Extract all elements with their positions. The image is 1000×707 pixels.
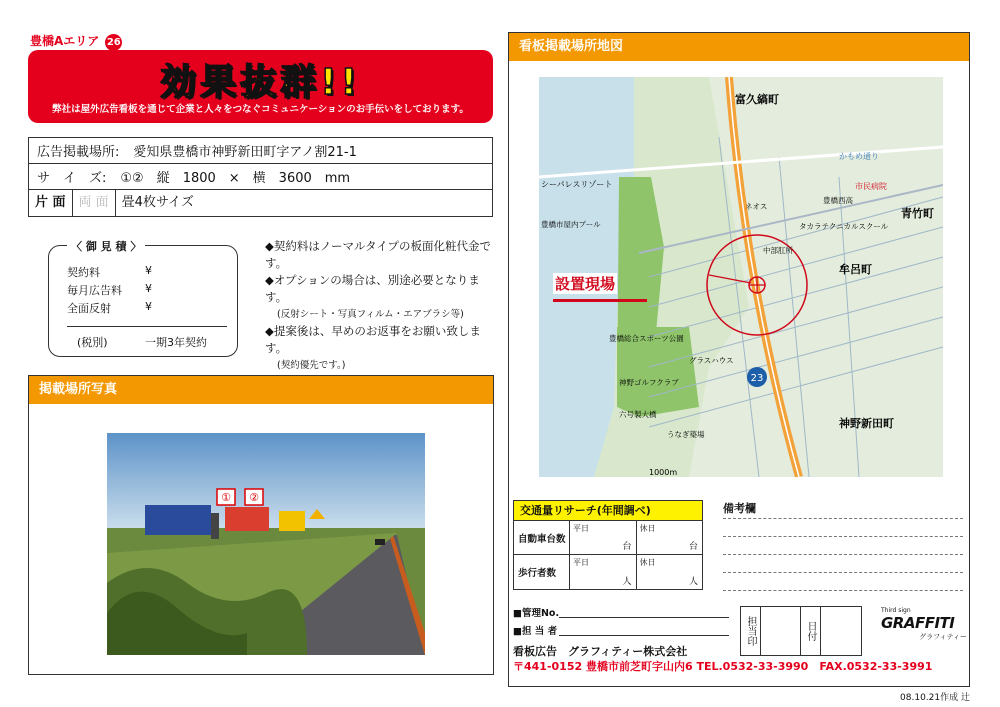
person-line[interactable] xyxy=(559,635,729,636)
traffic-car-row xyxy=(514,521,702,555)
side-row xyxy=(29,190,492,216)
car-count-label: 自動車台数 xyxy=(514,521,570,554)
map-label-golf: 神野ゴルフクラブ xyxy=(619,378,679,387)
contract-fee-label: 契約料 xyxy=(67,266,100,279)
map-label-hospital: 市民病院 xyxy=(855,182,887,191)
area-tag xyxy=(30,32,122,51)
reflective-yen: ¥ xyxy=(145,300,152,313)
traffic-research-table xyxy=(513,500,703,590)
notes-block xyxy=(265,238,495,374)
estimate-box xyxy=(48,240,238,357)
note-2: ◆オプションの場合は、別途必要となります。 xyxy=(265,273,480,304)
contract-term: 一期3年契約 xyxy=(145,336,207,349)
contract-fee-yen: ¥ xyxy=(145,264,152,277)
map-scale: 1000m xyxy=(649,468,678,477)
photo-header: 掲載場所写真 xyxy=(29,376,493,404)
walk-holiday-cell[interactable]: 休日 人 xyxy=(639,558,698,587)
site-photo xyxy=(107,433,425,655)
remarks-line-3[interactable] xyxy=(723,554,963,555)
map-section xyxy=(508,32,970,687)
size-row xyxy=(29,164,492,190)
manager-no-line[interactable] xyxy=(559,617,729,618)
map-header: 看板掲載場所地図 xyxy=(509,33,969,61)
person-label: ■担 当 者 xyxy=(513,626,558,637)
logo-kana: グラフィティー xyxy=(919,633,967,641)
location-label: 広告掲載場所: xyxy=(37,145,120,160)
tanto-label: 担当印 xyxy=(741,607,761,655)
car-holiday-cell[interactable]: 休日 台 xyxy=(639,524,698,552)
info-table xyxy=(28,137,493,217)
area-number-badge: 26 xyxy=(105,34,122,51)
remarks-line-5[interactable] xyxy=(723,590,963,591)
car-weekday-cell[interactable]: 平日 台 xyxy=(570,521,637,554)
map-label-unagi: うなぎ築場 xyxy=(667,430,705,439)
single-side-label: 片 面 xyxy=(29,190,73,216)
map-label-muro: 牟呂町 xyxy=(839,263,872,276)
size-label: サ イ ズ: xyxy=(37,171,107,186)
note-3-sub: (契約優先です。) xyxy=(277,360,346,371)
site-label-underline xyxy=(553,299,647,302)
banner-subtitle: 弊社は屋外広告看板を通じて企業と人々をつなぐコミュニケーションのお手伝いをしております。 xyxy=(52,104,469,115)
remarks-title: 備考欄 xyxy=(723,502,756,515)
area-label: 豊橋Aエリア xyxy=(30,34,100,48)
board-size: 畳4枚サイズ xyxy=(121,195,194,210)
double-side-label: 両 面 xyxy=(73,190,116,216)
map-label-seaport: シーパレスリゾート xyxy=(541,180,613,189)
company-address: 〒441-0152 豊橋市前芝町字山内6 TEL.0532-33-3990 FAX.0532-33-3991 xyxy=(513,660,933,673)
remarks-line-4[interactable] xyxy=(723,572,963,573)
map-label-glasshouse: グラスハウス xyxy=(689,356,734,365)
monthly-fee-label: 毎月広告料 xyxy=(67,284,122,297)
sign-1-label: ① xyxy=(221,491,231,504)
manager-no-label: ■管理No. xyxy=(513,608,560,619)
map-label-tomikubo: 富久縞町 xyxy=(735,93,779,106)
location-value: 愛知県豊橋市神野新田町字アノ割21-1 xyxy=(133,145,357,160)
note-3: ◆提案後は、早めのお返事をお願い致します。 xyxy=(265,324,481,355)
company-logo xyxy=(881,607,967,647)
site-photo-illustration xyxy=(107,433,425,655)
map-label-park: 豊橋総合スポーツ公園 xyxy=(609,334,684,343)
size-value: ①② 縦 1800 × 横 3600 mm xyxy=(120,171,351,186)
location-map xyxy=(539,77,943,477)
map-label-neoth: ネオス xyxy=(745,202,768,211)
map-label-nakajima: 中部肛所 xyxy=(763,246,793,255)
walker-count-label: 歩行者数 xyxy=(514,555,570,589)
walk-weekday-cell[interactable]: 平日 人 xyxy=(570,555,637,589)
remarks-line-2[interactable] xyxy=(723,536,963,537)
map-label-tohashi: 豊橋西高 xyxy=(823,196,853,205)
map-label-jinno: 神野新田町 xyxy=(839,417,894,430)
note-1: ◆契約料はノーマルタイプの板面化粧代金です。 xyxy=(265,239,491,270)
site-label: 設置現場 xyxy=(555,275,616,293)
sign-2-label: ② xyxy=(249,491,259,504)
monthly-fee-yen: ¥ xyxy=(145,282,152,295)
tanto-stamp-cell[interactable] xyxy=(761,607,801,655)
location-row xyxy=(29,138,492,164)
map-label-technical: タカラテクニカルスクール xyxy=(799,222,889,231)
banner-title: 効果抜群!! xyxy=(160,62,361,103)
map-label-muronaka: 六号製大橋 xyxy=(619,410,657,419)
logo-text: GRAFFITI xyxy=(881,614,955,632)
remarks-line-1[interactable] xyxy=(723,518,963,519)
tax-note: (税別) xyxy=(77,336,108,349)
estimate-title: 〈 御 見 積 〉 xyxy=(67,238,145,254)
map-label-kamome: かもめ通り xyxy=(839,152,879,161)
route-23-label: 23 xyxy=(750,373,764,384)
reflective-label: 全面反射 xyxy=(67,302,111,315)
traffic-walk-row xyxy=(514,555,702,589)
photo-section xyxy=(28,375,494,675)
date-cell[interactable] xyxy=(821,607,861,655)
date-label: 日付 xyxy=(801,607,821,655)
headline-banner xyxy=(28,50,493,123)
estimate-divider xyxy=(67,326,227,327)
map-label-pool: 豊橋市屋内プール xyxy=(541,220,601,229)
traffic-title: 交通量リサーチ(年間調べ) xyxy=(514,501,702,521)
map-label-aotake: 青竹町 xyxy=(901,207,934,220)
company-name: 看板広告 グラフィティー株式会社 xyxy=(513,645,688,658)
footer-date: 08.10.21作成 辻 xyxy=(900,693,970,703)
side-mode xyxy=(29,190,200,216)
logo-sub: Third sign xyxy=(881,607,911,614)
stamp-box xyxy=(740,606,862,656)
note-2-sub: (反射シート・写真フィルム・エアブラシ等) xyxy=(277,309,464,320)
